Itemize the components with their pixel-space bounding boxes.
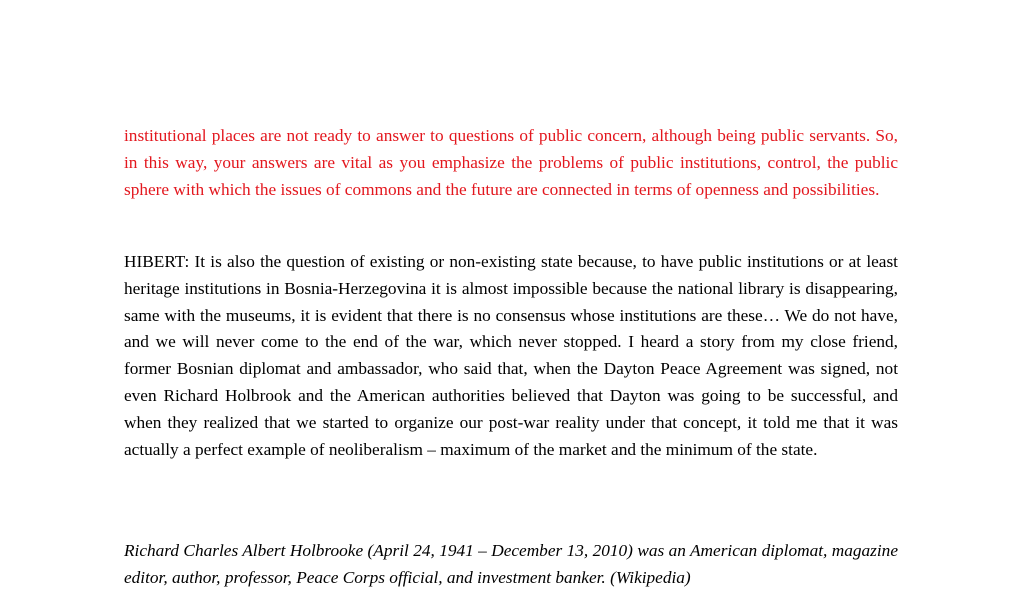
interviewer-question-paragraph: institutional places are not ready to answer to questions of public concern, although being public servants. So, in this way, your answers are vital as you emphasize the problems of public institutions, control, the public sphere with which the issues of commons and the future are connected in terms of openness and possibilities. (124, 126, 898, 199)
holbrooke-footnote-paragraph: Richard Charles Albert Holbrooke (April 24, 1941 – December 13, 2010) was an American diplomat, magazine editor, author, professor, Peace Corps official, and investment banker. (Wikipedia) (124, 541, 898, 587)
hibert-answer-paragraph: HIBERT: It is also the question of existing or non-existing state because, to have public institutions or at least heritage institutions in Bosnia-Herzegovina it is almost impossible because the national library is disappearing, same with the museums, it is evident that there is no consensus whose institutions are these… We do not have, and we will never come to the end of the war, which never stopped. I heard a story from my close friend, former Bosnian diplomat and ambassador, who said that, when the Dayton Peace Agreement was signed, not even Richard Holbrook and the American authorities believed that Dayton was going to be successful, and when they realized that we started to organize our post-war reality under that concept, it told me that it was actually a perfect example of neoliberalism – maximum of the market and the minimum of the state. (124, 252, 898, 459)
